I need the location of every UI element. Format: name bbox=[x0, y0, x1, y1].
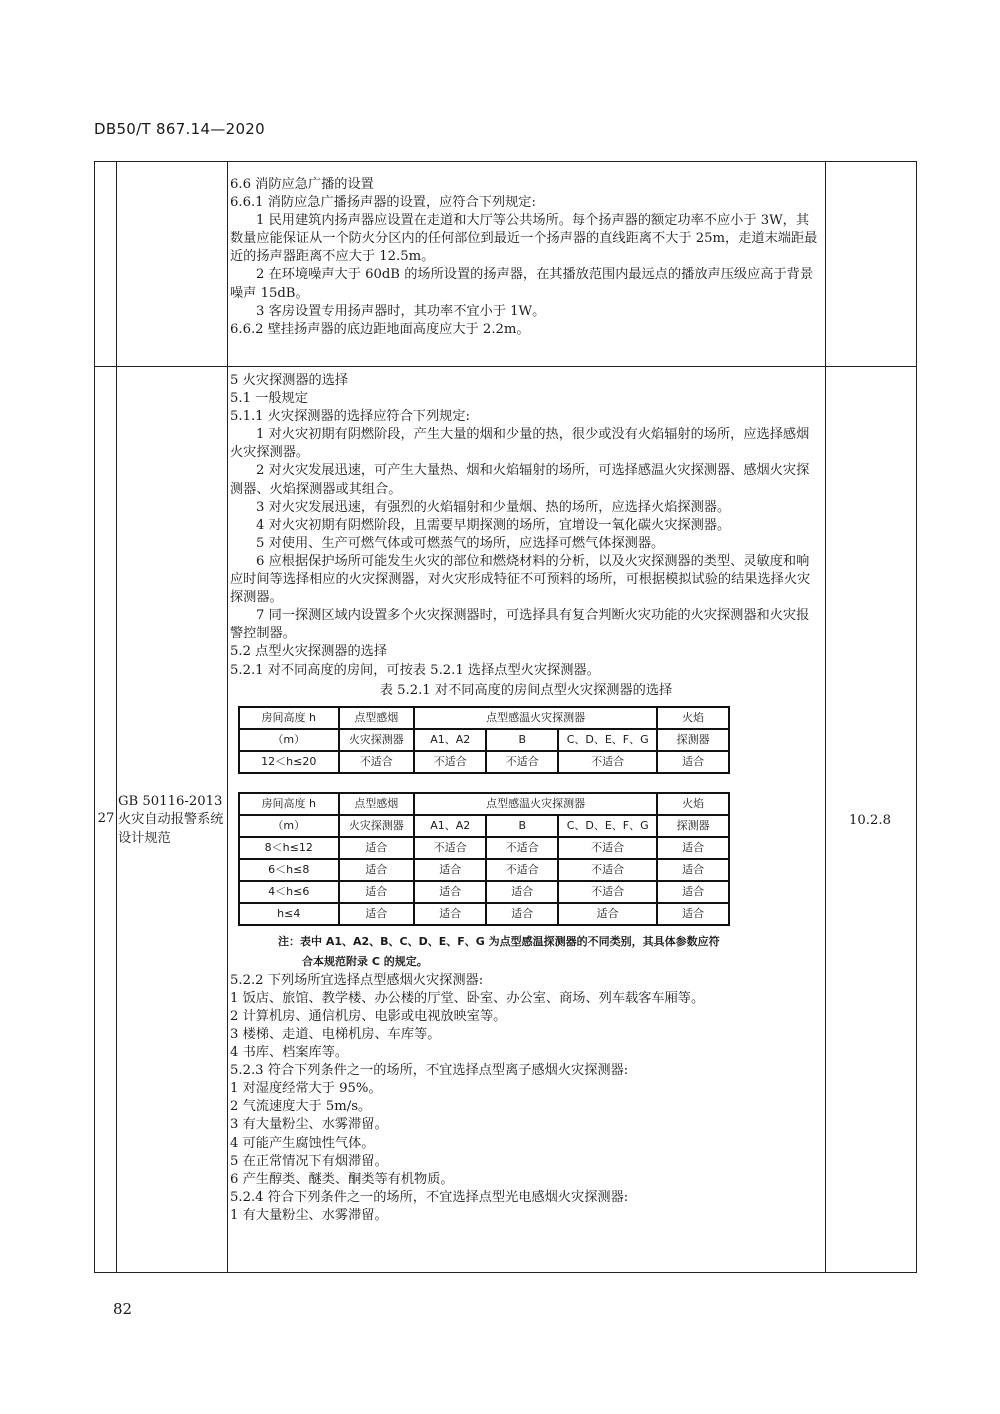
row2b-line: 5.2.3 符合下列条件之一的场所，不宜选择点型离子感烟火灾探测器: bbox=[230, 1063, 629, 1079]
row2b-line: 6 产生醇类、醚类、酮类等有机物质。 bbox=[230, 1171, 454, 1187]
row2b-line: 2 计算机房、通信机房、电影或电视放映室等。 bbox=[230, 1008, 507, 1024]
row2a-line: 5.1.1 火灾探测器的选择应符合下列规定: bbox=[230, 409, 471, 425]
row2a-line: 2 对火灾发展迅速，可产生大量热、烟和火焰辐射的场所，可选择感温火灾探测器、感烟火灾探测器、火焰探测器或其组合。 bbox=[230, 463, 810, 497]
row2b-line: 5.2.2 下列场所宜选择点型感烟火灾探测器: bbox=[230, 972, 484, 988]
table-cell: 不适合 bbox=[486, 859, 558, 881]
row2a-line: 5.1 一般规定 bbox=[230, 391, 308, 407]
th-heat: 点型感温火灾探测器 bbox=[414, 707, 657, 729]
table-row bbox=[239, 859, 729, 881]
column-divider bbox=[116, 161, 117, 1272]
table-cell: 适合 bbox=[657, 751, 729, 773]
th-flame-b: 探测器 bbox=[657, 729, 729, 751]
table-cell: 适合 bbox=[339, 903, 415, 925]
table-cell: h≤4 bbox=[239, 903, 339, 925]
page-number: 82 bbox=[113, 1300, 133, 1318]
table-title: 表 5.2.1 对不同高度的房间点型火灾探测器的选择 bbox=[379, 682, 673, 698]
table-cell: 6＜h≤8 bbox=[239, 859, 339, 881]
detector-table-1 bbox=[238, 706, 730, 774]
detector-table-2 bbox=[238, 792, 730, 926]
row1-line: 6.6.2 壁挂扬声器的底边距地面高度应大于 2.2m。 bbox=[230, 321, 530, 337]
th-b: B bbox=[486, 815, 558, 837]
row1-line: 6.6 消防应急广播的设置 bbox=[230, 177, 374, 192]
table-cell: 适合 bbox=[657, 859, 729, 881]
row-number: 27 bbox=[97, 811, 115, 826]
th-heat: 点型感温火灾探测器 bbox=[414, 793, 657, 815]
row2b-line: 5.2.4 符合下列条件之一的场所，不宜选择点型光电感烟火灾探测器: bbox=[230, 1189, 629, 1205]
table-row bbox=[239, 837, 729, 859]
row2a-line: 7 同一探测区域内设置多个火灾探测器时，可选择具有复合判断火灾功能的火灾探测器和火灾报警控制器。 bbox=[230, 608, 810, 642]
table-cell: 适合 bbox=[414, 859, 486, 881]
table-cell: 不适合 bbox=[486, 751, 558, 773]
th-a1a2: A1、A2 bbox=[414, 729, 486, 751]
row1-line: 2 在环境噪声大于 60dB 的场所设置的扬声器，在其播放范围内最远点的播放声压级应高于背景噪声 15dB。 bbox=[230, 267, 814, 301]
row2a-line: 1 对火灾初期有阴燃阶段，产生大量的烟和少量的热，很少或没有火焰辐射的场所，应选择感烟火灾探测器。 bbox=[230, 427, 810, 461]
th-flame: 火焰 bbox=[657, 707, 729, 729]
table-row bbox=[239, 751, 729, 773]
th-a1a2: A1、A2 bbox=[414, 815, 486, 837]
clause-number: 10.2.8 bbox=[849, 813, 891, 828]
th-smoke-b: 火灾探测器 bbox=[339, 815, 415, 837]
table-cell: 不适合 bbox=[414, 837, 486, 859]
row2b-line: 3 楼梯、走道、电梯机房、车库等。 bbox=[230, 1026, 441, 1042]
table-row bbox=[239, 881, 729, 903]
table-cell: 适合 bbox=[657, 881, 729, 903]
table-cell: 不适合 bbox=[414, 751, 486, 773]
row2-content bbox=[230, 372, 822, 1225]
table-cell: 4＜h≤6 bbox=[239, 881, 339, 903]
row1-content bbox=[230, 176, 822, 339]
table-cell: 适合 bbox=[339, 859, 415, 881]
th-unit: （m） bbox=[239, 815, 339, 837]
table-note: 注：表中 A1、A2、B、C、D、E、F、G 为点型感温探测器的不同类别，其具体参数应符 bbox=[278, 934, 720, 948]
row2a-line: 4 对火灾初期有阴燃阶段，且需要早期探测的场所，宜增设一氧化碳火灾探测器。 bbox=[256, 517, 731, 533]
row2b-line: 2 气流速度大于 5m/s。 bbox=[230, 1099, 372, 1115]
th-smoke: 点型感烟 bbox=[339, 707, 415, 729]
row2a-line: 6 应根据保护场所可能发生火灾的部位和燃烧材料的分析，以及火灾探测器的类型、灵敏度和响应时间等选择相应的火灾探测器，对火灾形成特征不可预料的场所，可根据模拟试验的结果选择火灾探测器。 bbox=[230, 553, 811, 606]
document-code-header: DB50/T 867.14—2020 bbox=[94, 120, 265, 138]
row2a-line: 5 火灾探测器的选择 bbox=[230, 373, 349, 388]
th-unit: （m） bbox=[239, 729, 339, 751]
row2a-line: 5 对使用、生产可燃气体或可燃蒸气的场所，应选择可燃气体探测器。 bbox=[256, 535, 665, 551]
th-room-height: 房间高度 h bbox=[239, 793, 339, 815]
th-cdefg: C、D、E、F、G bbox=[558, 815, 657, 837]
row2a-line: 3 对火灾发展迅速，有强烈的火焰辐射和少量烟、热的场所，应选择火焰探测器。 bbox=[256, 499, 731, 515]
table-cell: 不适合 bbox=[486, 837, 558, 859]
th-flame-b: 探测器 bbox=[657, 815, 729, 837]
standard-name: GB 50116-2013 火灾自动报警系统设计规范 bbox=[118, 794, 224, 846]
row2-paragraphs-b bbox=[230, 972, 822, 1225]
table-cell: 不适合 bbox=[558, 881, 657, 903]
th-b: B bbox=[486, 729, 558, 751]
th-smoke-b: 火灾探测器 bbox=[339, 729, 415, 751]
table-cell: 适合 bbox=[657, 903, 729, 925]
th-flame: 火焰 bbox=[657, 793, 729, 815]
th-room-height: 房间高度 h bbox=[239, 707, 339, 729]
table-cell: 不适合 bbox=[558, 837, 657, 859]
row2b-line: 3 有大量粉尘、水雾滞留。 bbox=[230, 1117, 388, 1133]
th-cdefg: C、D、E、F、G bbox=[558, 729, 657, 751]
row1-line: 1 民用建筑内扬声器应设置在走道和大厅等公共场所。每个扬声器的额定功率不应小于 3W，其数量应能保证从一个防火分区内的任何部位到最近一个扬声器的直线距离不大于 25m，走道末端距最近的扬声器距离不应大于 12.5m。 bbox=[230, 213, 818, 265]
table-cell: 适合 bbox=[414, 903, 486, 925]
row2a-line: 5.2.1 对不同高度的房间，可按表 5.2.1 选择点型火灾探测器。 bbox=[230, 662, 600, 678]
table-cell: 适合 bbox=[486, 881, 558, 903]
row1-line: 6.6.1 消防应急广播扬声器的设置，应符合下列规定: bbox=[230, 195, 536, 211]
table-cell: 不适合 bbox=[558, 859, 657, 881]
th-smoke: 点型感烟 bbox=[339, 793, 415, 815]
table-cell: 适合 bbox=[339, 881, 415, 903]
table-cell: 8＜h≤12 bbox=[239, 837, 339, 859]
row1-line: 3 客房设置专用扬声器时，其功率不宜小于 1W。 bbox=[256, 303, 546, 319]
row2a-line: 5.2 点型火灾探测器的选择 bbox=[230, 644, 388, 660]
row-divider bbox=[94, 366, 916, 367]
table-cell: 不适合 bbox=[558, 751, 657, 773]
row2-paragraphs bbox=[230, 372, 822, 680]
table-note-cont: 合本规范附录 C 的规定。 bbox=[302, 954, 428, 968]
row2b-line: 5 在正常情况下有烟滞留。 bbox=[230, 1153, 388, 1169]
row2b-line: 1 有大量粉尘、水雾滞留。 bbox=[230, 1207, 388, 1223]
table-cell: 适合 bbox=[339, 837, 415, 859]
row2b-line: 1 对湿度经常大于 95%。 bbox=[230, 1081, 382, 1097]
table-cell: 不适合 bbox=[339, 751, 415, 773]
table-cell: 12＜h≤20 bbox=[239, 751, 339, 773]
table-cell: 适合 bbox=[486, 903, 558, 925]
row2b-line: 1 饭店、旅馆、教学楼、办公楼的厅堂、卧室、办公室、商场、列车载客车厢等。 bbox=[230, 990, 705, 1006]
table-cell: 适合 bbox=[657, 837, 729, 859]
table-row bbox=[239, 903, 729, 925]
table-cell: 适合 bbox=[558, 903, 657, 925]
column-divider bbox=[825, 161, 826, 1272]
table-cell: 适合 bbox=[414, 881, 486, 903]
column-divider bbox=[227, 161, 228, 1272]
row2b-line: 4 可能产生腐蚀性气体。 bbox=[230, 1135, 375, 1151]
row2b-line: 4 书库、档案库等。 bbox=[230, 1045, 349, 1061]
